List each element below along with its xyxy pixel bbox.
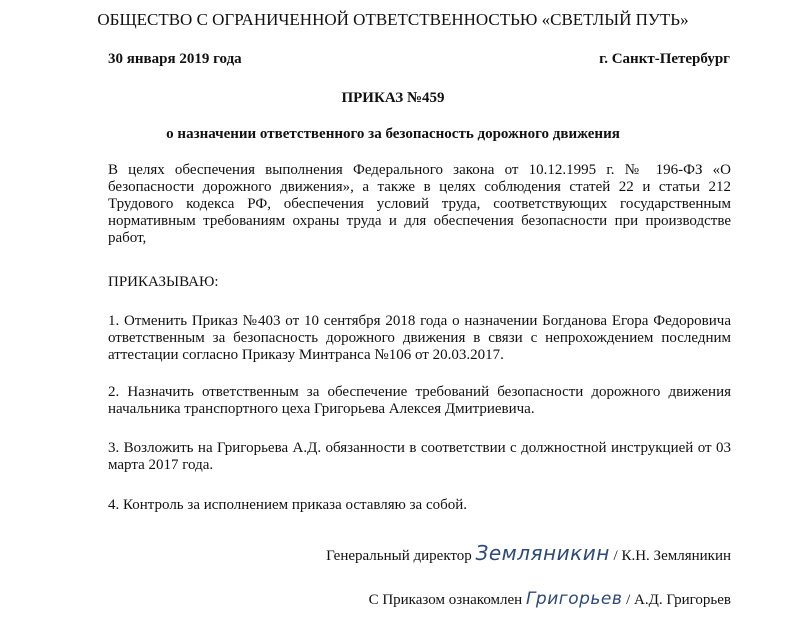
director-signature-line [326, 541, 731, 565]
order-city: г. Санкт-Петербург [599, 51, 730, 67]
order-title: ПРИКАЗ №459 [341, 90, 445, 106]
order-date: 30 января 2019 года [108, 51, 242, 67]
order-subject: о назначении ответственного за безопасность дорожного движения [166, 126, 620, 142]
ack-handwritten-signature: Григорьев [525, 589, 623, 609]
director-handwritten-signature: Земляникин [475, 541, 610, 565]
order-item-1: 1. Отменить Приказ №403 от 10 сентября 2018 года о назначении Богданова Егора Федоровича ответственным за безопасность дорожного движения в связи с непрохождением последним аттестации согласно Приказу Минтранса №106 от 20.03.2017. [108, 313, 731, 363]
order-word: ПРИКАЗЫВАЮ: [108, 274, 219, 290]
ack-name: / А.Д. Григорьев [626, 592, 731, 608]
intro-paragraph: В целях обеспечения выполнения Федерального закона от 10.12.1995 г. № 196-ФЗ «О безопасности дорожного движения», а также в целях соблюдения статей 22 и статьи 212 Трудового кодекса РФ, обеспечения условий труда, соответствующих государственным нормативным требованиям охраны труда и для обеспечения безопасности при производстве работ, [108, 162, 731, 246]
company-name: ОБЩЕСТВО С ОГРАНИЧЕННОЙ ОТВЕТСТВЕННОСТЬЮ «СВЕТЛЫЙ ПУТЬ» [97, 10, 689, 29]
acknowledgement-line [369, 589, 731, 609]
director-name: / К.Н. Земляникин [613, 548, 731, 564]
order-item-3: 3. Возложить на Григорьева А.Д. обязанности в соответствии с должностной инструкцией от 03 марта 2017 года. [108, 440, 731, 473]
ack-label: С Приказом ознакомлен [368, 592, 523, 608]
order-item-4: 4. Контроль за исполнением приказа оставляю за собой. [108, 497, 468, 513]
order-item-2: 2. Назначить ответственным за обеспечение требований безопасности дорожного движения начальника транспортного цеха Григорьева Алексея Дмитриевича. [108, 384, 731, 417]
director-label: Генеральный директор [326, 548, 472, 564]
